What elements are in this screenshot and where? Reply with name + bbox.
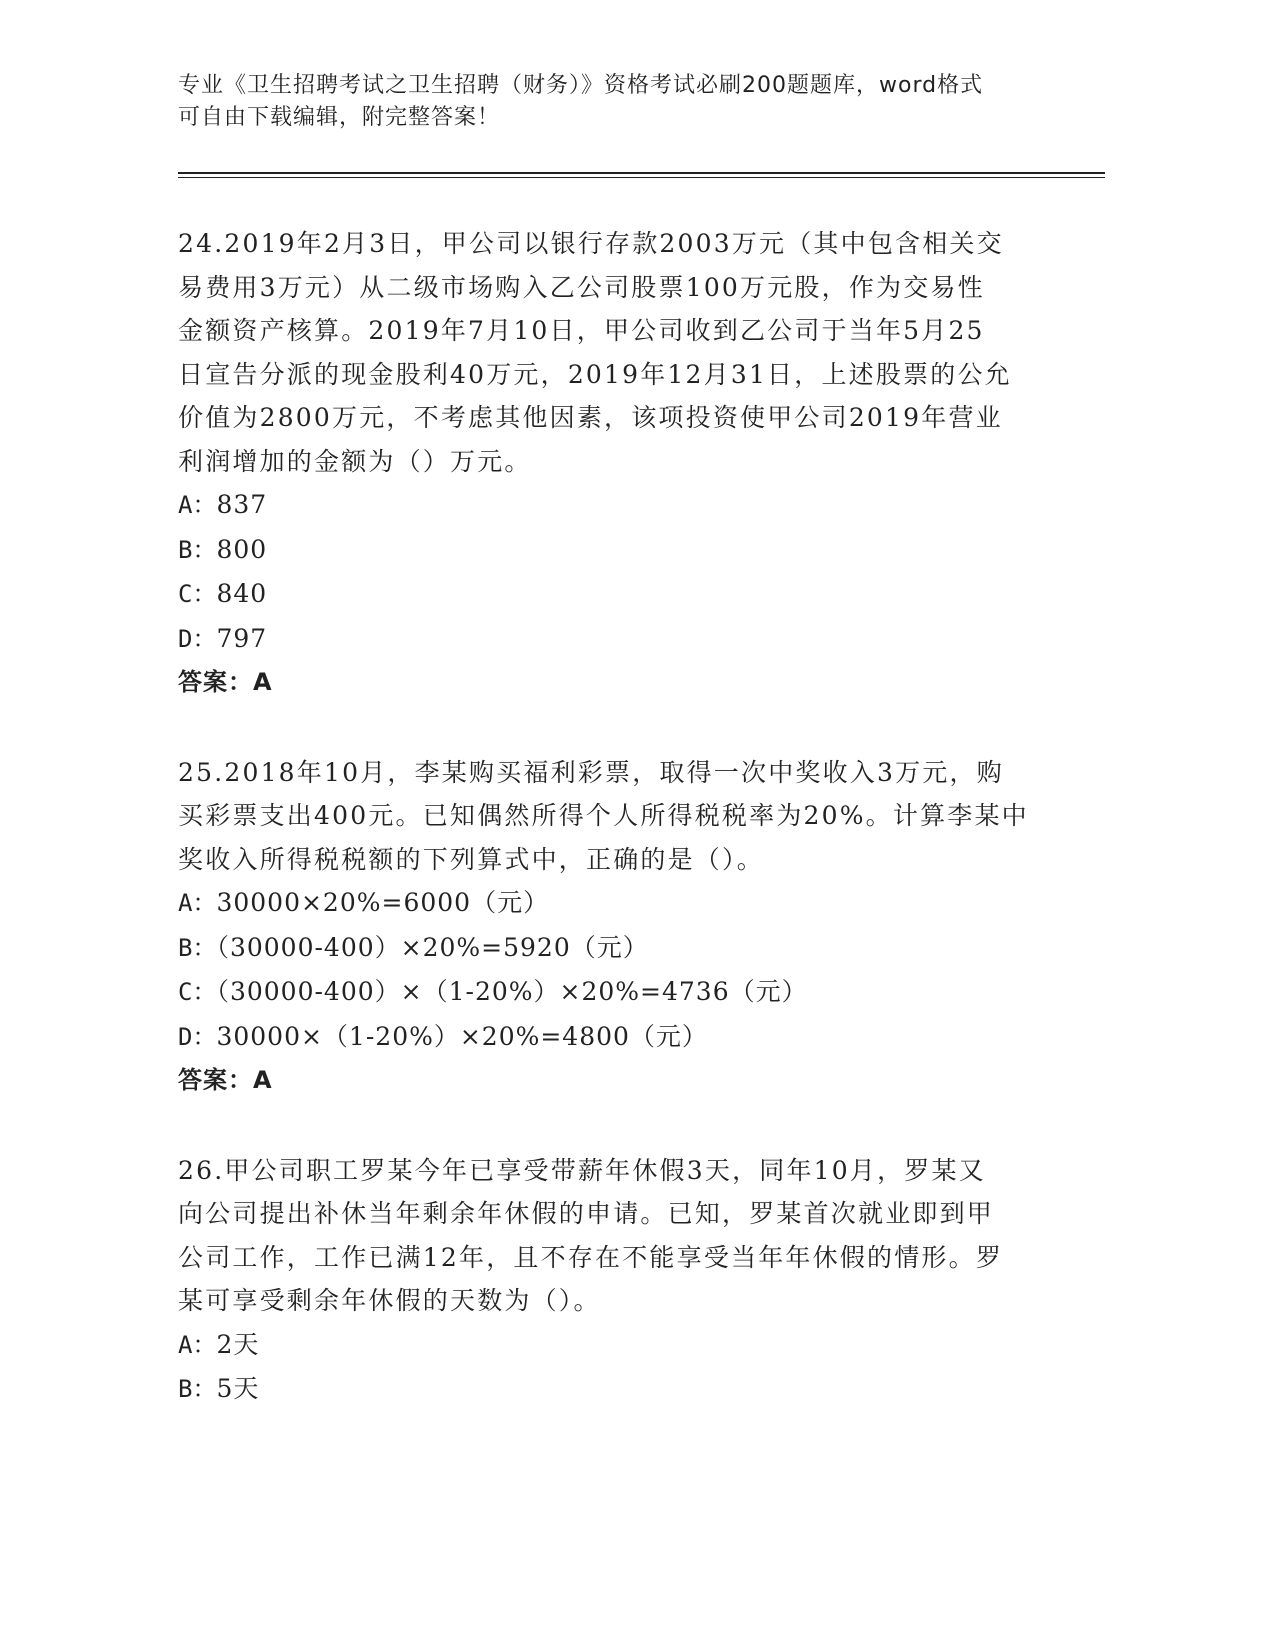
- option-text: （30000-400）×20%=5920（元）: [216, 932, 649, 962]
- option-text: 30000×20%=6000（元）: [216, 888, 550, 917]
- option-letter: C：: [178, 978, 217, 1006]
- stem-line: 奖收入所得税税额的下列算式中，正确的是（）。: [178, 844, 764, 874]
- document-header: [178, 70, 1058, 134]
- option-text: 800: [216, 534, 268, 564]
- question-25: [178, 751, 1038, 1103]
- stem-line: 日宣告分派的现金股利40万元，2019年12月31日，上述股票的公允: [178, 359, 1012, 389]
- option-text: （30000-400）×（1-20%）×20%=4736（元）: [216, 977, 808, 1006]
- option-b: [178, 1367, 1038, 1412]
- option-letter: A：: [178, 491, 217, 519]
- option-a: [178, 1323, 1038, 1368]
- option-d: [178, 1015, 1038, 1060]
- question-26: [178, 1149, 1038, 1412]
- stem-line: 利润增加的金额为（）万元。: [178, 446, 532, 476]
- option-d: [178, 617, 1038, 662]
- option-letter: A：: [178, 1330, 217, 1359]
- option-letter: D：: [178, 624, 217, 653]
- stem-line: 向公司提出补休当年剩余年休假的申请。已知，罗某首次就业即到甲: [178, 1199, 995, 1228]
- option-text: 840: [216, 579, 268, 608]
- stem-line: 24.2019年2月3日，甲公司以银行存款2003万元（其中包含相关交: [178, 229, 1004, 258]
- option-letter: B：: [178, 535, 217, 564]
- option-c: [178, 970, 1038, 1015]
- stem-line: 某可享受剩余年休假的天数为（）。: [178, 1286, 601, 1315]
- option-text: 2天: [216, 1329, 260, 1359]
- stem-line: 买彩票支出400元。已知偶然所得个人所得税税率为20%。计算李某中: [178, 801, 1029, 830]
- stem-line: 26.甲公司职工罗某今年已享受带薪年休假3天，同年10月，罗某又: [178, 1155, 986, 1185]
- answer-line: 答案：A: [178, 1066, 273, 1094]
- option-c: [178, 572, 1038, 617]
- header-divider-thin: [178, 177, 1105, 178]
- option-letter: B：: [178, 1375, 217, 1403]
- question-stem: [178, 222, 1038, 483]
- header-line-1: 专业《卫生招聘考试之卫生招聘（财务）》资格考试必刷200题题库，word格式: [178, 73, 984, 98]
- stem-line: 25.2018年10月，李某购买福利彩票，取得一次中奖收入3万元，购: [178, 757, 1004, 787]
- option-letter: C：: [178, 580, 217, 608]
- option-letter: B：: [178, 933, 217, 962]
- question-stem: [178, 751, 1038, 882]
- option-letter: D：: [178, 1022, 217, 1051]
- option-text: 5天: [216, 1374, 260, 1403]
- option-text: 837: [216, 490, 268, 519]
- stem-line: 价值为2800万元，不考虑其他因素，该项投资使甲公司2019年营业: [178, 403, 1003, 432]
- option-b: [178, 528, 1038, 573]
- question-list: [178, 222, 1038, 1458]
- header-divider-thick: [178, 172, 1105, 174]
- stem-line: 金额资产核算。2019年7月10日，甲公司收到乙公司于当年5月25: [178, 316, 985, 345]
- option-a: [178, 881, 1038, 926]
- header-line-2: 可自由下载编辑，附完整答案！: [178, 105, 501, 130]
- question-24: [178, 222, 1038, 705]
- stem-line: 易费用3万元）从二级市场购入乙公司股票100万元股，作为交易性: [178, 272, 985, 302]
- option-text: 30000×（1-20%）×20%=4800（元）: [216, 1021, 708, 1051]
- answer-line: 答案：A: [178, 668, 273, 696]
- option-b: [178, 926, 1038, 971]
- question-stem: [178, 1149, 1038, 1323]
- option-a: [178, 483, 1038, 528]
- stem-line: 公司工作，工作已满12年，且不存在不能享受当年年休假的情形。罗: [178, 1242, 1004, 1272]
- option-letter: A：: [178, 889, 217, 917]
- option-text: 797: [216, 623, 268, 653]
